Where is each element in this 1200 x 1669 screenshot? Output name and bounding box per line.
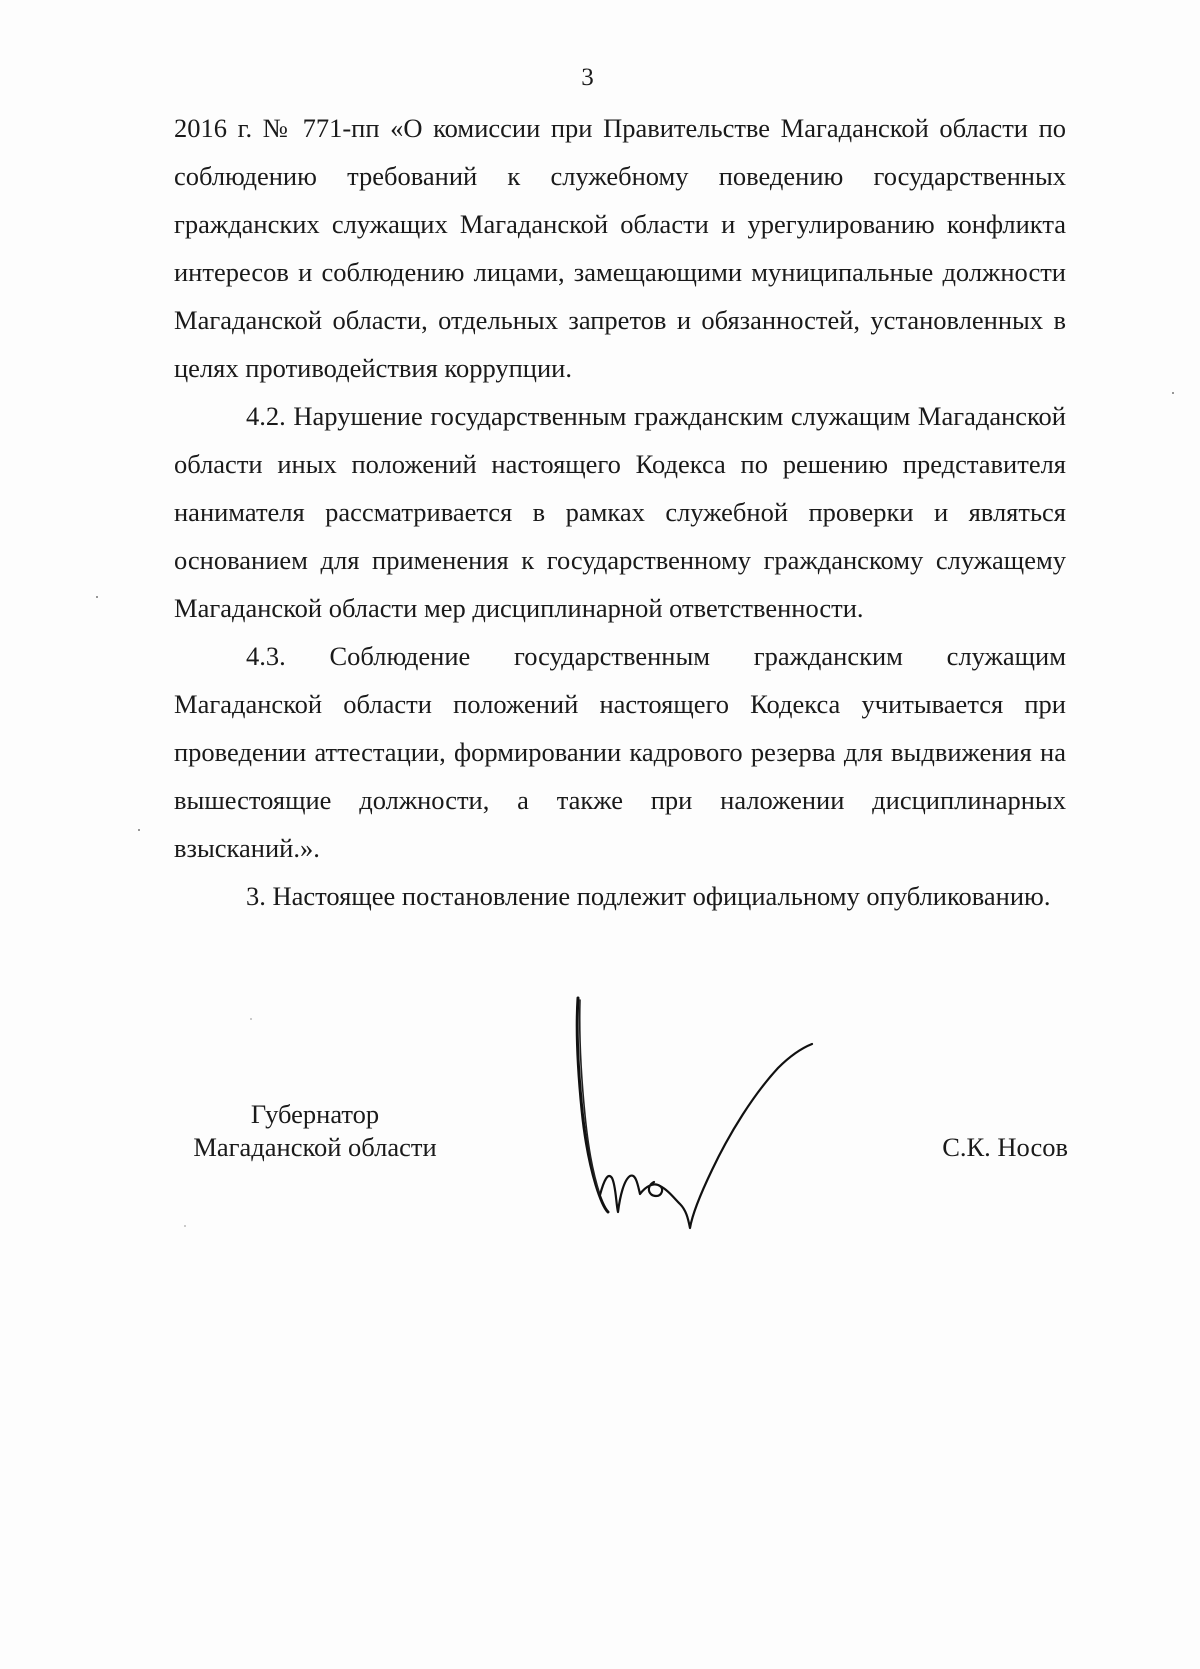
- scan-speck: [138, 829, 140, 831]
- paragraph-3: 3. Настоящее постановление подлежит официальному опубликованию.: [246, 881, 1051, 911]
- paragraph-4-3: 4.3. Соблюдение государственным гражданским служащим Магаданской области положений настоящего Кодекса учитывается при проведении аттестации, формировании кадрового резерва для выдвижения на вышестоящие должности, а также при наложении дисциплинарных взысканий.».: [174, 641, 1066, 863]
- scan-speck: [250, 1018, 252, 1020]
- scan-speck: [96, 596, 98, 598]
- paragraph-4-2: 4.2. Нарушение государственным гражданским служащим Магаданской области иных положений настоящего Кодекса по решению представителя нанимателя рассматривается в рамках служебной проверки и являться основанием для применения к государственному гражданскому служащему Магаданской области мер дисциплинарной ответственности.: [174, 401, 1066, 623]
- scan-speck: [184, 1225, 186, 1227]
- scan-speck: [1172, 392, 1174, 394]
- page-number: 3: [581, 64, 594, 91]
- signatory-name: С.К. Носов: [942, 1132, 1068, 1162]
- position-line-2: Магаданской области: [193, 1132, 437, 1162]
- paragraph-continuation: 2016 г. № 771-пп «О комиссии при Правительстве Магаданской области по соблюдению требований к служебному поведению государственных гражданских служащих Магаданской области и урегулированию конфликта интересов и соблюдению лицами, замещающими муниципальные должности Магаданской области, отдельных запретов и обязанностей, установленных в целях противодействия коррупции.: [174, 113, 1066, 383]
- handwritten-signature: [560, 990, 840, 1240]
- signatory-position: [150, 1098, 480, 1164]
- position-line-1: Губернатор: [250, 1099, 380, 1129]
